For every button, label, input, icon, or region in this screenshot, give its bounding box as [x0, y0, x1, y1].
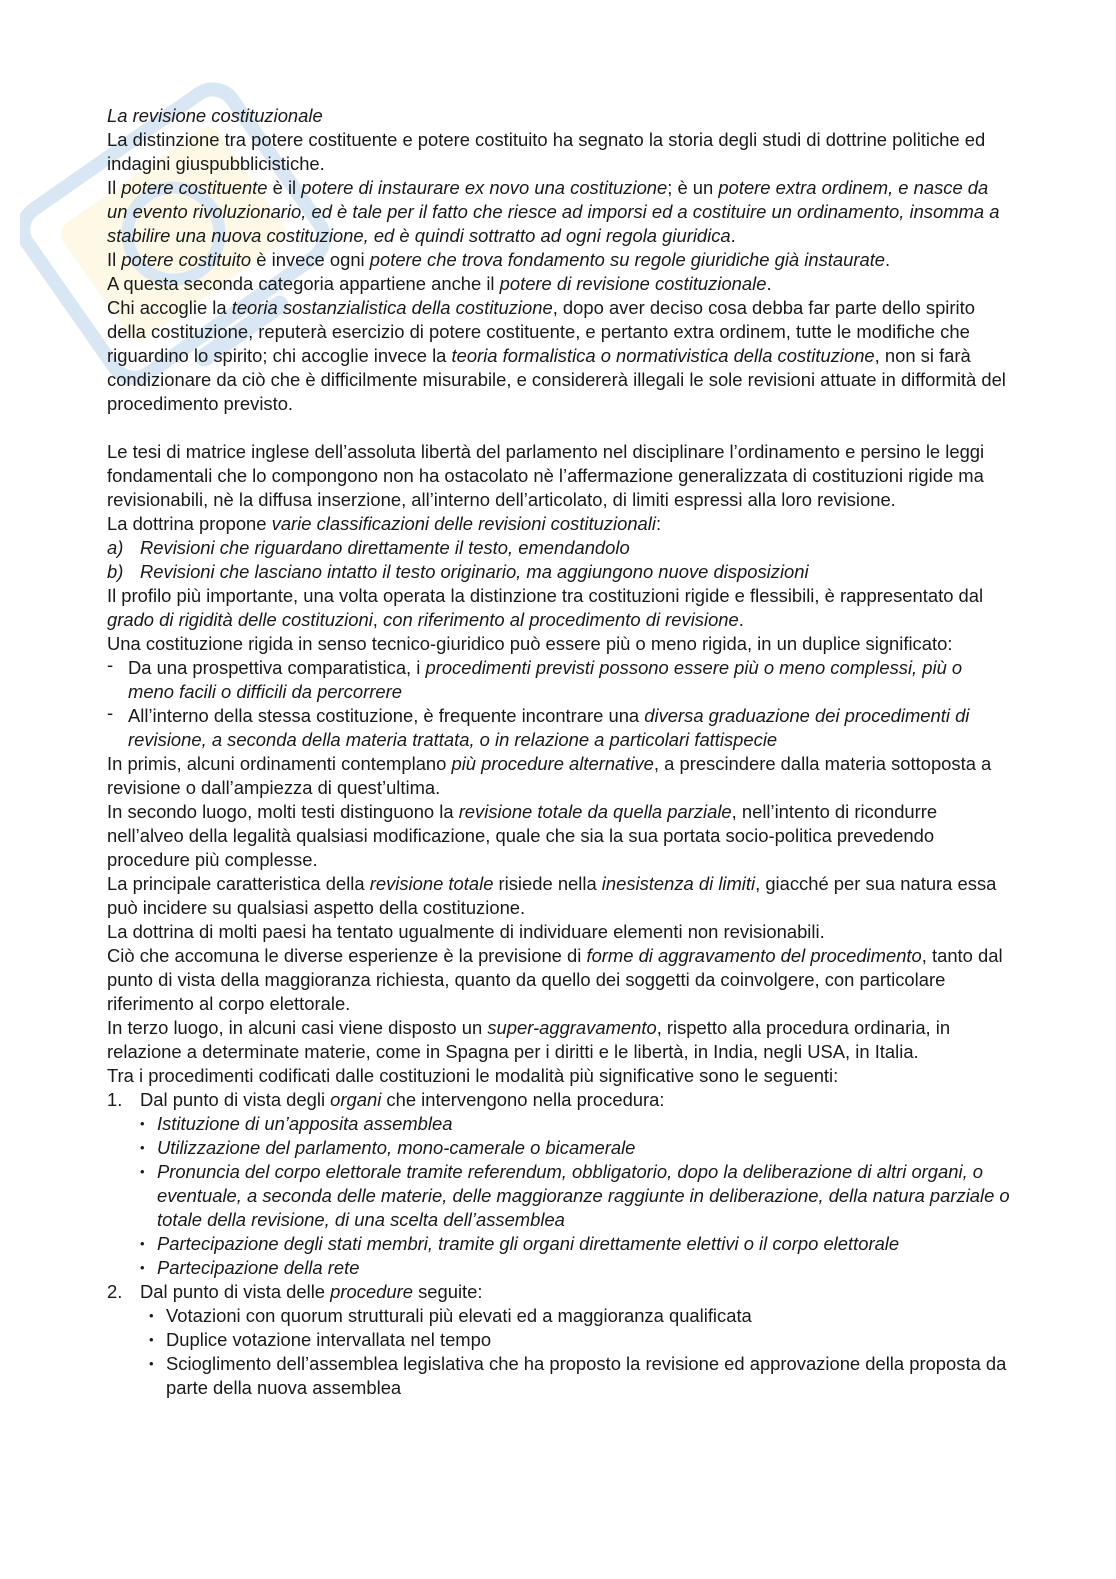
- bullet-icon: •: [149, 1332, 154, 1347]
- paragraph: Tra i procedimenti codificati dalle costituzioni le modalità più significative sono le seguenti:: [107, 1065, 839, 1086]
- sub-list: [140, 1304, 1012, 1400]
- spacer: [107, 416, 1012, 440]
- sub-list-item: • Partecipazione della rete: [140, 1257, 360, 1278]
- list-marker: b): [107, 561, 124, 582]
- bullet-icon: •: [149, 1356, 154, 1371]
- paragraph: Una costituzione rigida in senso tecnico-giuridico può essere più o meno rigida, in un duplice significato:: [107, 633, 953, 654]
- paragraph: In primis, alcuni ordinamenti contemplano più procedure alternative, a prescindere dalla materia sottoposta a revisione o dall’ampiezza di quest’ultima.: [107, 753, 992, 798]
- alpha-list: [107, 536, 1012, 584]
- document-title: La revisione costituzionale: [107, 105, 323, 126]
- paragraph: Il potere costituito è invece ogni potere che trova fondamento su regole giuridiche già instaurate.: [107, 249, 891, 270]
- list-marker: a): [107, 537, 124, 558]
- paragraph: La dottrina propone varie classificazioni delle revisioni costituzionali:: [107, 513, 662, 534]
- paragraph: In terzo luogo, in alcuni casi viene disposto un super-aggravamento, rispetto alla procedura ordinaria, in relazione a determinate materie, come in Spagna per i diritti e le libertà, in India, negli USA, in Italia.: [107, 1017, 951, 1062]
- bullet-icon: •: [149, 1308, 154, 1323]
- bullet-icon: •: [140, 1260, 145, 1275]
- list-item: 2. Dal punto di vista delle procedure seguite: • Votazioni con quorum strutturali più elevati ed a maggioranza qualificata • Duplice votazione intervallata nel tempo • Scioglimento dell’assemblea legislativa che ha proposto la revisione ed approvazione della proposta da parte della nuova assemblea: [107, 1280, 1012, 1400]
- bullet-icon: •: [140, 1164, 145, 1179]
- list-item: a) Revisioni che riguardano direttamente il testo, emendandolo: [107, 537, 630, 558]
- paragraph: Il potere costituente è il potere di instaurare ex novo una costituzione; è un potere extra ordinem, e nasce da un evento rivoluzionario, ed è tale per il fatto che riesce ad imporsi ed a costituire un ordinamento, insomma a stabilire una nuova costituzione, ed è quindi sottratto ad ogni regola giuridica.: [107, 177, 1000, 246]
- document-body: [107, 104, 1012, 1400]
- sub-list-item: • Istituzione di un’apposita assemblea: [140, 1113, 453, 1134]
- list-marker: 2.: [107, 1281, 123, 1302]
- list-item: - All’interno della stessa costituzione, è frequente incontrare una diversa graduazione dei procedimenti di revisione, a seconda della materia trattata, o in relazione a particolari fattispecie: [107, 702, 970, 750]
- paragraph: La distinzione tra potere costituente e potere costituito ha segnato la storia degli studi di dottrine politiche ed indagini giuspubblicistiche.: [107, 129, 986, 174]
- list-item: - Da una prospettiva comparatistica, i procedimenti previsti possono essere più o meno complessi, più o meno facili o difficili da percorrere: [107, 654, 963, 702]
- dash-marker: -: [107, 702, 114, 723]
- sub-list-item: • Partecipazione degli stati membri, tramite gli organi direttamente elettivi o il corpo elettorale: [140, 1233, 900, 1254]
- paragraph: Il profilo più importante, una volta operata la distinzione tra costituzioni rigide e flessibili, è rappresentato dal grado di rigidità delle costituzioni, con riferimento al procedimento di revisione.: [107, 585, 984, 630]
- paragraph: La dottrina di molti paesi ha tentato ugualmente di individuare elementi non revisionabili.: [107, 921, 825, 942]
- dash-list: [107, 656, 1012, 752]
- bullet-icon: •: [140, 1140, 145, 1155]
- sub-list-item: • Pronuncia del corpo elettorale tramite referendum, obbligatorio, dopo la deliberazione di altri organi, o eventuale, a seconda delle materie, delle maggioranze raggiunte in deliberazione, della natura parziale o totale della revisione, di una scelta dell’assemblea: [140, 1161, 1010, 1230]
- list-item: 1. Dal punto di vista degli organi che intervengono nella procedura: • Istituzione di un’apposita assemblea • Utilizzazione del parlamento, mono-camerale o bicamerale • Pronuncia del corpo elettorale tramite referendum, obbligatorio, dopo la deliberazione di altri organi, o eventuale, a seconda delle materie, delle maggioranze raggiunte in deliberazione, della natura parziale o totale della revisione, di una scelta dell’assemblea • Partecipazione degli stati membri, tramite gli organi direttamente elettivi o il corpo elettorale • Partecipazione della rete: [107, 1088, 1012, 1280]
- list-item: b) Revisioni che lasciano intatto il testo originario, ma aggiungono nuove disposizioni: [107, 561, 809, 582]
- list-marker: 1.: [107, 1089, 123, 1110]
- paragraph: In secondo luogo, molti testi distinguono la revisione totale da quella parziale, nell’intento di ricondurre nell’alveo della legalità qualsiasi modificazione, quale che sia la sua portata socio-politica prevedendo procedure più complesse.: [107, 801, 938, 870]
- dash-marker: -: [107, 654, 114, 675]
- paragraph: Chi accoglie la teoria sostanzialistica della costituzione, dopo aver deciso cosa debba far parte dello spirito della costituzione, reputerà esercizio di potere costituente, e pertanto extra ordinem, tutte le modifiche che riguardino lo spirito; chi accoglie invece la teoria formalistica o normativistica della costituzione, non si farà condizionare da ciò che è difficilmente misurabile, e considererà illegali le sole revisioni attuate in difformità del procedimento previsto.: [107, 297, 1006, 414]
- sub-list-item: • Votazioni con quorum strutturali più elevati ed a maggioranza qualificata: [149, 1305, 752, 1326]
- paragraph: Ciò che accomuna le diverse esperienze è la previsione di forme di aggravamento del procedimento, tanto dal punto di vista della maggioranza richiesta, quanto da quello dei soggetti da coinvolgere, con particolare riferimento al corpo elettorale.: [107, 945, 1003, 1014]
- bullet-icon: •: [140, 1236, 145, 1251]
- sub-list: [140, 1112, 1012, 1280]
- paragraph: La principale caratteristica della revisione totale risiede nella inesistenza di limiti, giacché per sua natura essa può incidere su qualsiasi aspetto della costituzione.: [107, 873, 997, 918]
- sub-list-item: • Scioglimento dell’assemblea legislativa che ha proposto la revisione ed approvazione della proposta da parte della nuova assemblea: [149, 1353, 1007, 1398]
- paragraph: Le tesi di matrice inglese dell’assoluta libertà del parlamento nel disciplinare l’ordinamento e persino le leggi fondamentali che lo compongono non ha ostacolato nè l’affermazione generalizzata di costituzioni rigide ma revisionabili, nè la diffusa inserzione, all’interno dell’articolato, di limiti espressi alla loro revisione.: [107, 441, 985, 510]
- numbered-list: [107, 1088, 1012, 1400]
- sub-list-item: • Duplice votazione intervallata nel tempo: [149, 1329, 492, 1350]
- paragraph: A questa seconda categoria appartiene anche il potere di revisione costituzionale.: [107, 273, 772, 294]
- bullet-icon: •: [140, 1116, 145, 1131]
- sub-list-item: • Utilizzazione del parlamento, mono-camerale o bicamerale: [140, 1137, 636, 1158]
